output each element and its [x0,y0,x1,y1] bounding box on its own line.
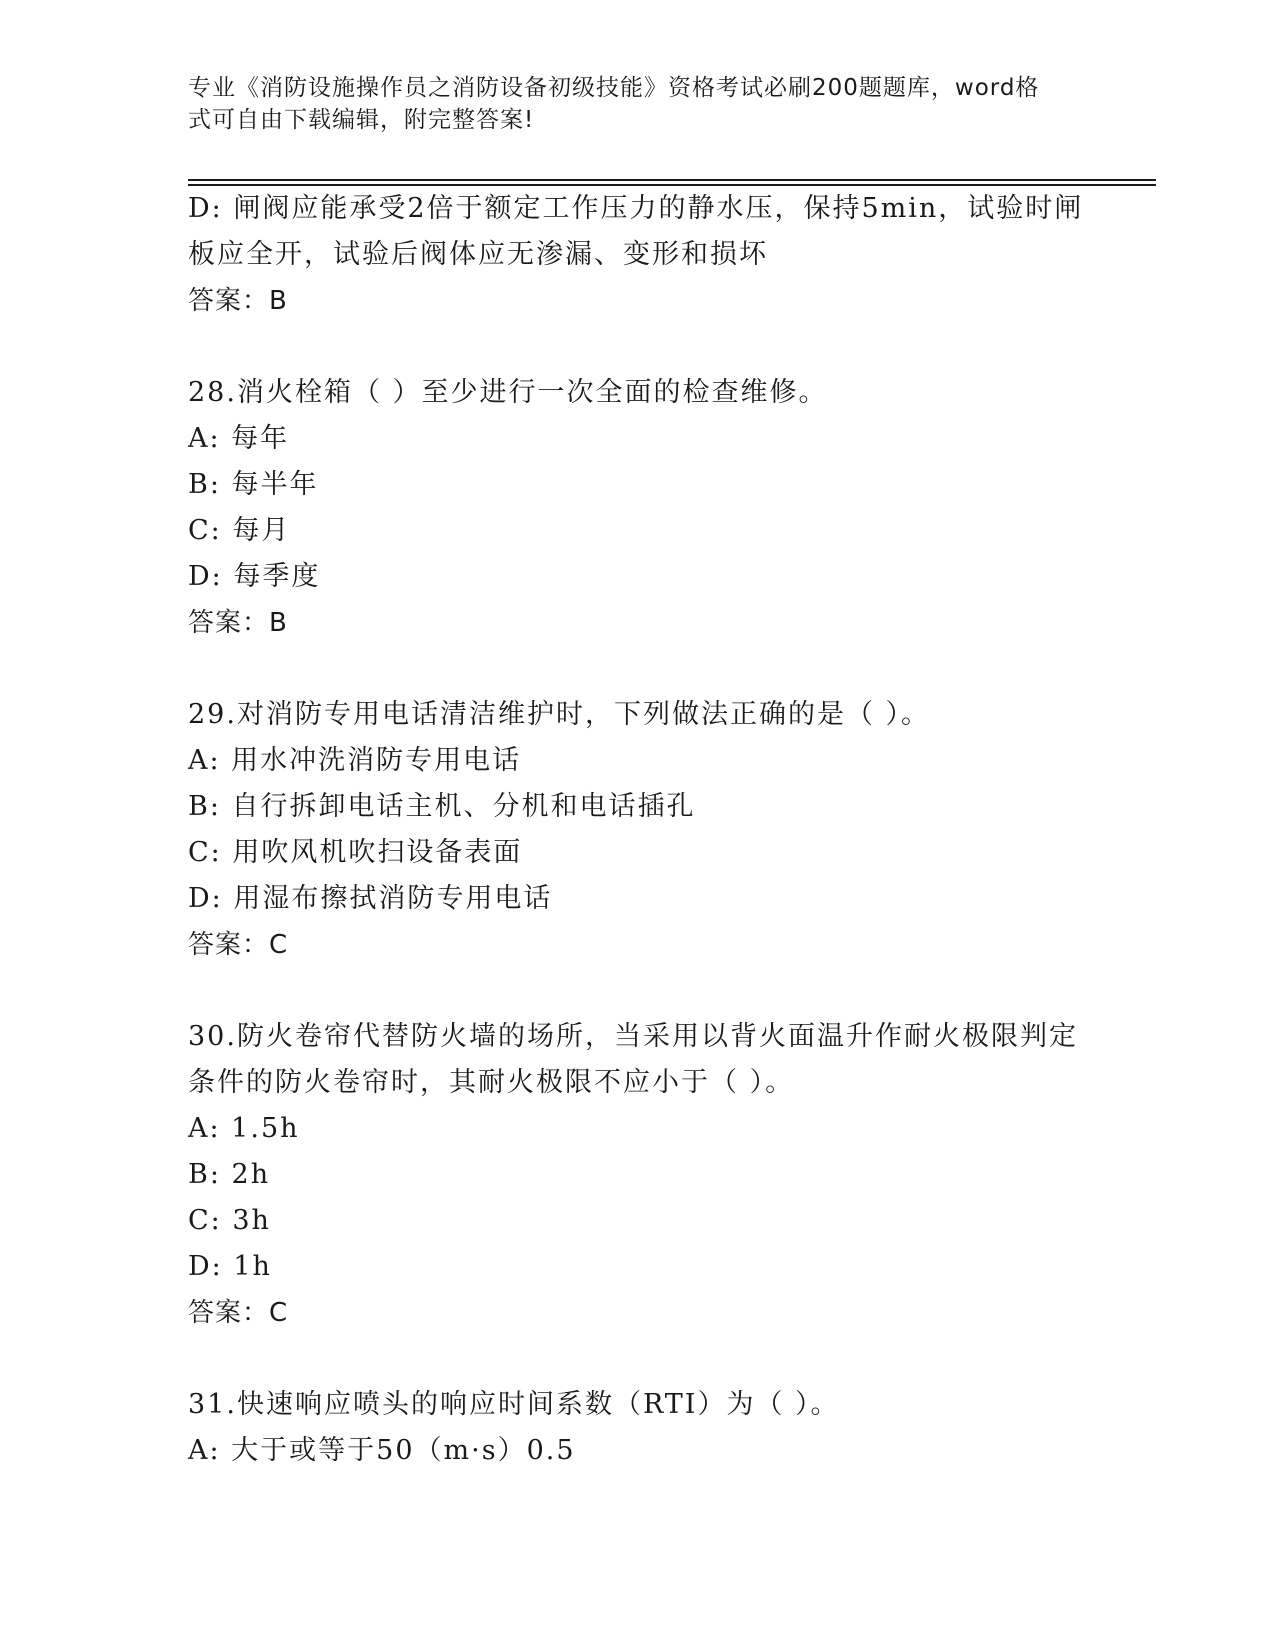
answer: 答案：C [188,930,289,960]
question-stem-line-1: 30.防火卷帘代替防火墙的场所，当采用以背火面温升作耐火极限判定 [188,1021,1078,1052]
option-d: D: 1h [188,1251,272,1282]
answer: 答案：B [188,608,288,638]
question-stem: 29.对消防专用电话清洁维护时，下列做法正确的是（ ）。 [188,699,931,730]
question-29 [188,692,1088,968]
option-c: C: 用吹风机吹扫设备表面 [188,837,523,868]
answer: 答案：C [188,1298,289,1328]
option-b: B: 2h [188,1159,271,1190]
option-d-line-2: 板应全开，试验后阀体应无渗漏、变形和损坏 [188,239,768,270]
question-31 [188,1382,1088,1474]
question-28 [188,370,1088,646]
spacer [188,646,1088,692]
question-stem: 31.快速响应喷头的响应时间系数（RTI）为（ ）。 [188,1389,840,1420]
question-30 [188,1014,1088,1336]
option-d-line-1: D: 闸阀应能承受2倍于额定工作压力的静水压，保持5min，试验时闸 [188,193,1084,224]
question-27-tail [188,186,1088,324]
option-a: A: 用水冲洗消防专用电话 [188,745,522,776]
option-a: A: 大于或等于50（m·s）0.5 [188,1435,576,1466]
header-line-2: 式可自由下载编辑，附完整答案! [188,107,535,133]
option-a: A: 每年 [188,423,290,454]
option-b: B: 每半年 [188,469,319,500]
option-c: C: 每月 [188,515,291,546]
question-stem: 28.消火栓箱（ ）至少进行一次全面的检查维修。 [188,377,828,408]
option-d: D: 用湿布擦拭消防专用电话 [188,883,553,914]
spacer [188,968,1088,1014]
option-a: A: 1.5h [188,1113,300,1144]
header-divider-top [188,179,1156,181]
option-b: B: 自行拆卸电话主机、分机和电话插孔 [188,791,696,822]
document-header [188,72,1088,136]
spacer [188,324,1088,370]
question-list [188,186,1088,1474]
answer: 答案：B [188,286,288,316]
option-d: D: 每季度 [188,561,321,592]
question-stem-line-2: 条件的防火卷帘时，其耐火极限不应小于（ ）。 [188,1067,795,1098]
spacer [188,1336,1088,1382]
option-c: C: 3h [188,1205,271,1236]
header-line-1: 专业《消防设施操作员之消防设备初级技能》资格考试必刷200题题库，word格 [188,75,1040,101]
